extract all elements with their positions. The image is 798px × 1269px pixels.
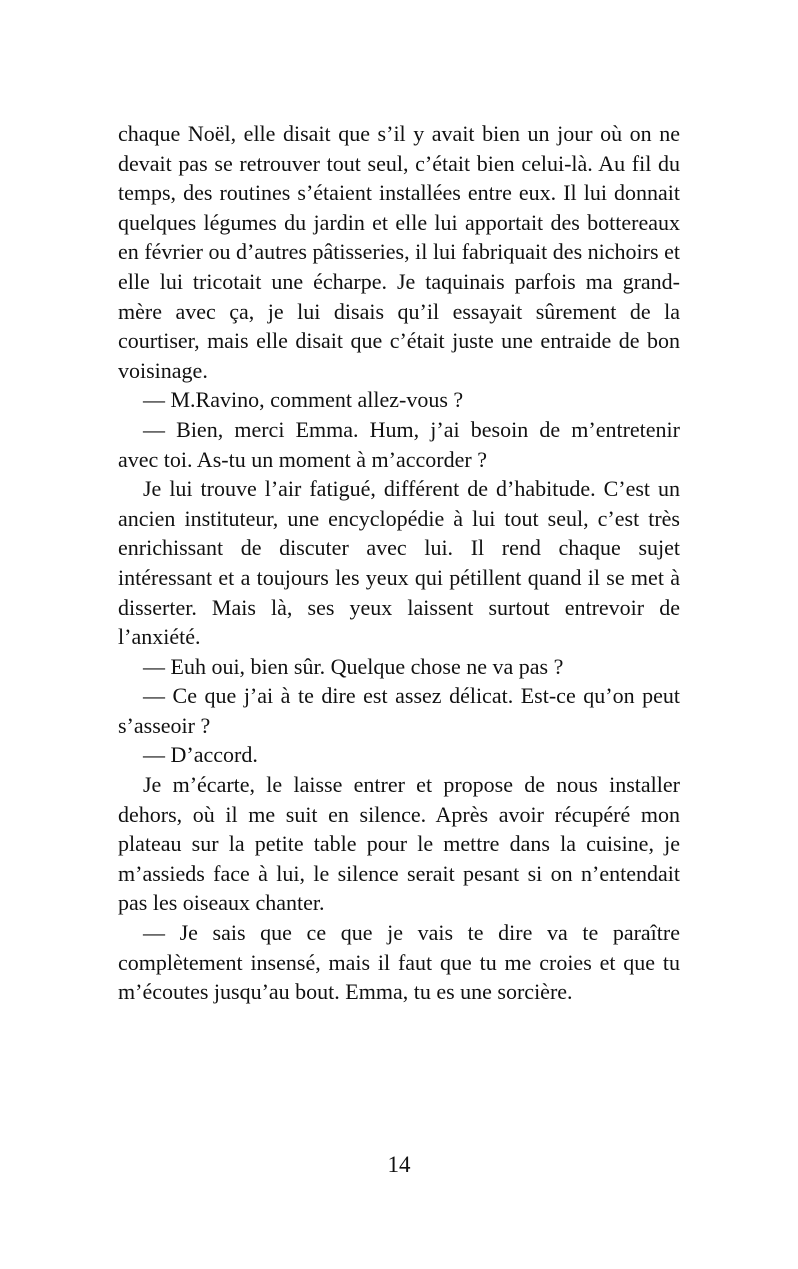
dialogue-line: — M.Ravino, comment allez-vous ? xyxy=(143,387,464,413)
dialogue-line: — Bien, merci Emma. Hum, j’ai besoin de m’entretenir avec toi. As-tu un moment à m’accorder ? xyxy=(118,416,680,472)
dialogue-line: — Je sais que ce que je vais te dire va te paraître complètement insensé, mais il faut que tu me croies et que tu m’écoutes jusqu’au bout. Emma, tu es une sorcière. xyxy=(118,920,680,1005)
page-number: 14 xyxy=(387,1152,411,1177)
paragraph-continuation: chaque Noël, elle disait que s’il y avait bien un jour où on ne devait pas se retrouver tout seul, c’était bien celui-là. Au fil du temps, des routines s’étaient installées entre eux. Il lui donnait quelques légumes du jardin et elle lui apportait des bottereaux en février ou d’autres pâtisseries, il lui fabriquait des nichoirs et elle lui tricotait une écharpe. Je taquinais parfois ma grand-mère avec ça, je lui disais qu’il essayait sûrement de la courtiser, mais elle disait que c’était juste une entraide de bon voisinage. xyxy=(118,121,680,383)
body-text xyxy=(118,119,680,1007)
paragraph: Je m’écarte, le laisse entrer et propose de nous installer dehors, où il me suit en silence. Après avoir récupéré mon plateau sur la petite table pour le mettre dans la cuisine, je m’assieds face à lui, le silence serait pesant si on n’entendait pas les oiseaux chanter. xyxy=(118,772,680,916)
dialogue-line: — Ce que j’ai à te dire est assez délicat. Est-ce qu’on peut s’asseoir ? xyxy=(118,683,680,738)
dialogue-line: — D’accord. xyxy=(143,742,258,768)
dialogue-line: — Euh oui, bien sûr. Quelque chose ne va pas ? xyxy=(143,653,564,679)
paragraph: Je lui trouve l’air fatigué, différent de d’habitude. C’est un ancien instituteur, une encyclopédie à lui tout seul, c’est très enrichissant de discuter avec lui. Il rend chaque sujet intéressant et a toujours les yeux qui pétillent quand il se met à disserter. Mais là, ses yeux laissent surtout entrevoir de l’anxiété. xyxy=(118,476,680,650)
